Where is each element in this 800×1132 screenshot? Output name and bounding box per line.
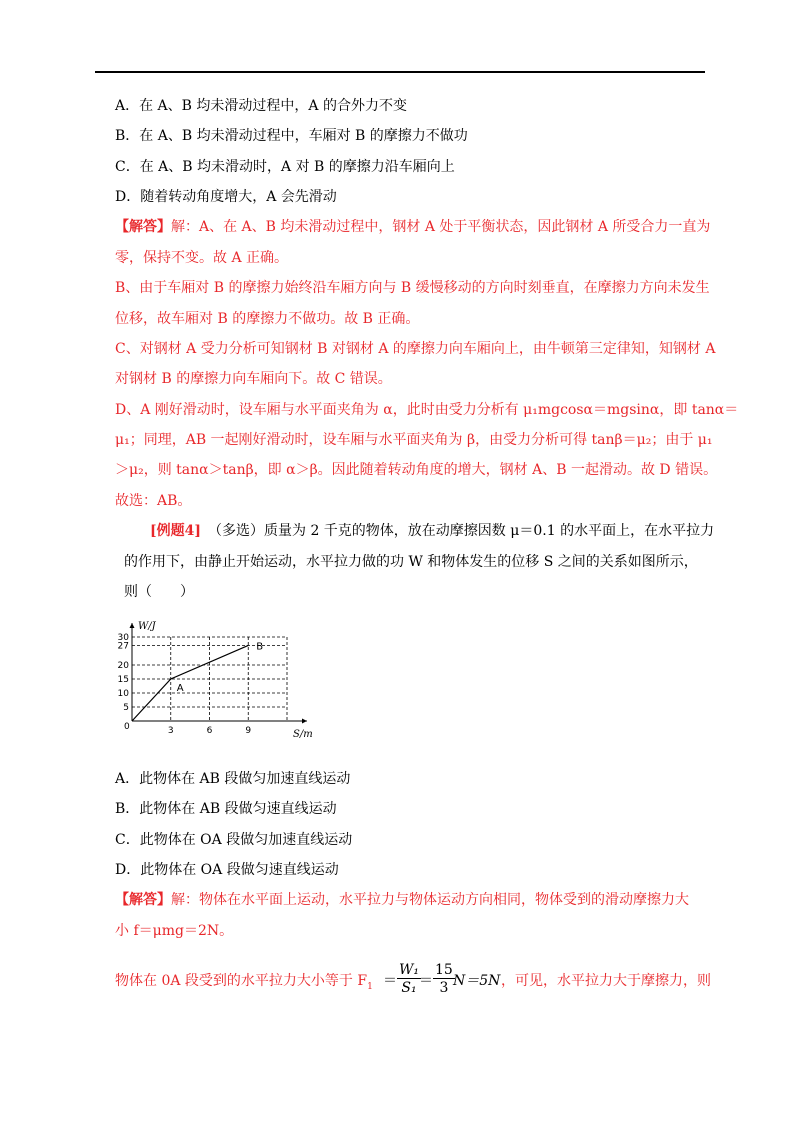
answer1-line7: D、A 刚好滑动时，设车厢与水平面夹角为 α，此时由受力分析有 μ₁mgcosα＝mgsinα，即 tanα＝ xyxy=(115,402,739,418)
y-tick-label: 27 xyxy=(117,641,129,652)
chart-axes xyxy=(118,621,313,740)
work-displacement-chart xyxy=(112,612,342,742)
answer2-line1: 【解答】解：物体在水平面上运动，水平拉力与物体运动方向相同，物体受到的滑动摩擦力大 xyxy=(115,892,689,908)
y-tick-label: 20 xyxy=(117,661,129,671)
answer1-line3: B、由于车厢对 B 的摩擦力始终沿车厢方向与 B 缓慢移动的方向时刻垂直，在摩擦力方向未发生 xyxy=(115,280,710,296)
chart-grid xyxy=(132,637,287,721)
answer1-line8: μ₁；同理，AB 一起刚好滑动时，设车厢与水平面夹角为 β，由受力分析可得 tanβ＝μ₂；由于 μ₁ xyxy=(115,432,713,448)
formula-result: N＝5N xyxy=(453,973,501,989)
answer1-line2: 零，保持不变。故 A 正确。 xyxy=(115,250,289,266)
formula-eq2: ＝ xyxy=(419,973,433,989)
x-axis-label: S/m xyxy=(293,729,313,740)
formula-fraction-w-s: $\frac{\text{W₁}}{\text{S₁}}$ xyxy=(399,962,420,996)
formula-eq1: ＝ xyxy=(383,973,397,989)
option2-c: C．此物体在 OA 段做匀加速直线运动 xyxy=(115,832,353,848)
y-tick-label: 15 xyxy=(117,675,129,685)
chart-marks xyxy=(132,641,263,721)
formula-suffix: ，可见，水平拉力大于摩擦力，则 xyxy=(501,973,711,989)
y-axis-label: W/J xyxy=(138,621,156,632)
point-label-A: A xyxy=(176,683,184,694)
point-label-B: B xyxy=(256,641,264,653)
x-tick-label: 6 xyxy=(206,726,213,736)
answer1-line1: 【解答】解：A、在 A、B 均未滑动过程中，钢材 A 处于平衡状态，因此钢材 A 所受合力一直为 xyxy=(115,219,711,235)
x-tick-label: 3 xyxy=(167,726,174,736)
y-tick-label: 5 xyxy=(123,703,129,713)
answer2-tag: 【解答】 xyxy=(115,892,171,908)
answer2-line2: 小 f＝μmg＝2N。 xyxy=(115,923,234,939)
y-axis-arrow xyxy=(130,623,135,628)
option2-d: D．此物体在 OA 段做匀速直线运动 xyxy=(115,862,339,878)
x-axis-arrow xyxy=(302,719,307,724)
answer1-tag: 【解答】 xyxy=(115,219,171,235)
data-line xyxy=(132,645,248,721)
answer1-line6: 对钢材 B 的摩擦力向车厢向下。故 C 错误。 xyxy=(115,371,392,387)
option-d: D．随着转动角度增大，A 会先滑动 xyxy=(115,189,337,205)
example4-line2: 的作用下，由静止开始运动，水平拉力做的功 W 和物体发生的位移 S 之间的关系如图所示， xyxy=(124,554,698,570)
example4-line3: 则（ ） xyxy=(124,584,194,600)
option2-b: B．此物体在 AB 段做匀速直线运动 xyxy=(115,801,337,817)
option-a: A．在 A、B 均未滑动过程中，A 的合外力不变 xyxy=(115,98,407,114)
y-tick-label: 10 xyxy=(117,689,129,699)
answer1-line5: C、对钢材 A 受力分析可知钢材 B 对钢材 A 的摩擦力向车厢向上，由牛顿第三定律知，知钢材 A xyxy=(115,341,716,357)
example4-tag: [例题4] xyxy=(150,523,201,539)
answer1-line4: 位移，故车厢对 B 的摩擦力不做功。故 B 正确。 xyxy=(115,311,420,327)
x-tick-label: 9 xyxy=(245,726,252,736)
formula-prefix: 物体在 0A 段受到的水平拉力大小等于 $F_1$ xyxy=(115,973,373,992)
answer1-line10: 故选：AB。 xyxy=(115,493,192,509)
option2-a: A．此物体在 AB 段做匀加速直线运动 xyxy=(115,771,351,787)
option-c: C．在 A、B 均未滑动时，A 对 B 的摩擦力沿车厢向上 xyxy=(115,159,455,175)
formula-fraction-15-3: $\frac{15}{3}$ xyxy=(435,962,453,996)
y-tick-label: 30 xyxy=(117,633,129,643)
example4-line1: [例题4] （多选）质量为 2 千克的物体，放在动摩擦因数 μ＝0.1 的水平面上，在水平拉力 xyxy=(150,523,715,539)
origin-label: 0 xyxy=(124,722,130,732)
option-b: B．在 A、B 均未滑动过程中，车厢对 B 的摩擦力不做功 xyxy=(115,128,468,144)
header-rule xyxy=(95,71,705,73)
answer1-line9: ＞μ₂，则 tanα＞tanβ，即 α＞β。因此随着转动角度的增大，钢材 A、B 一起滑动。故 D 错误。 xyxy=(115,462,718,478)
